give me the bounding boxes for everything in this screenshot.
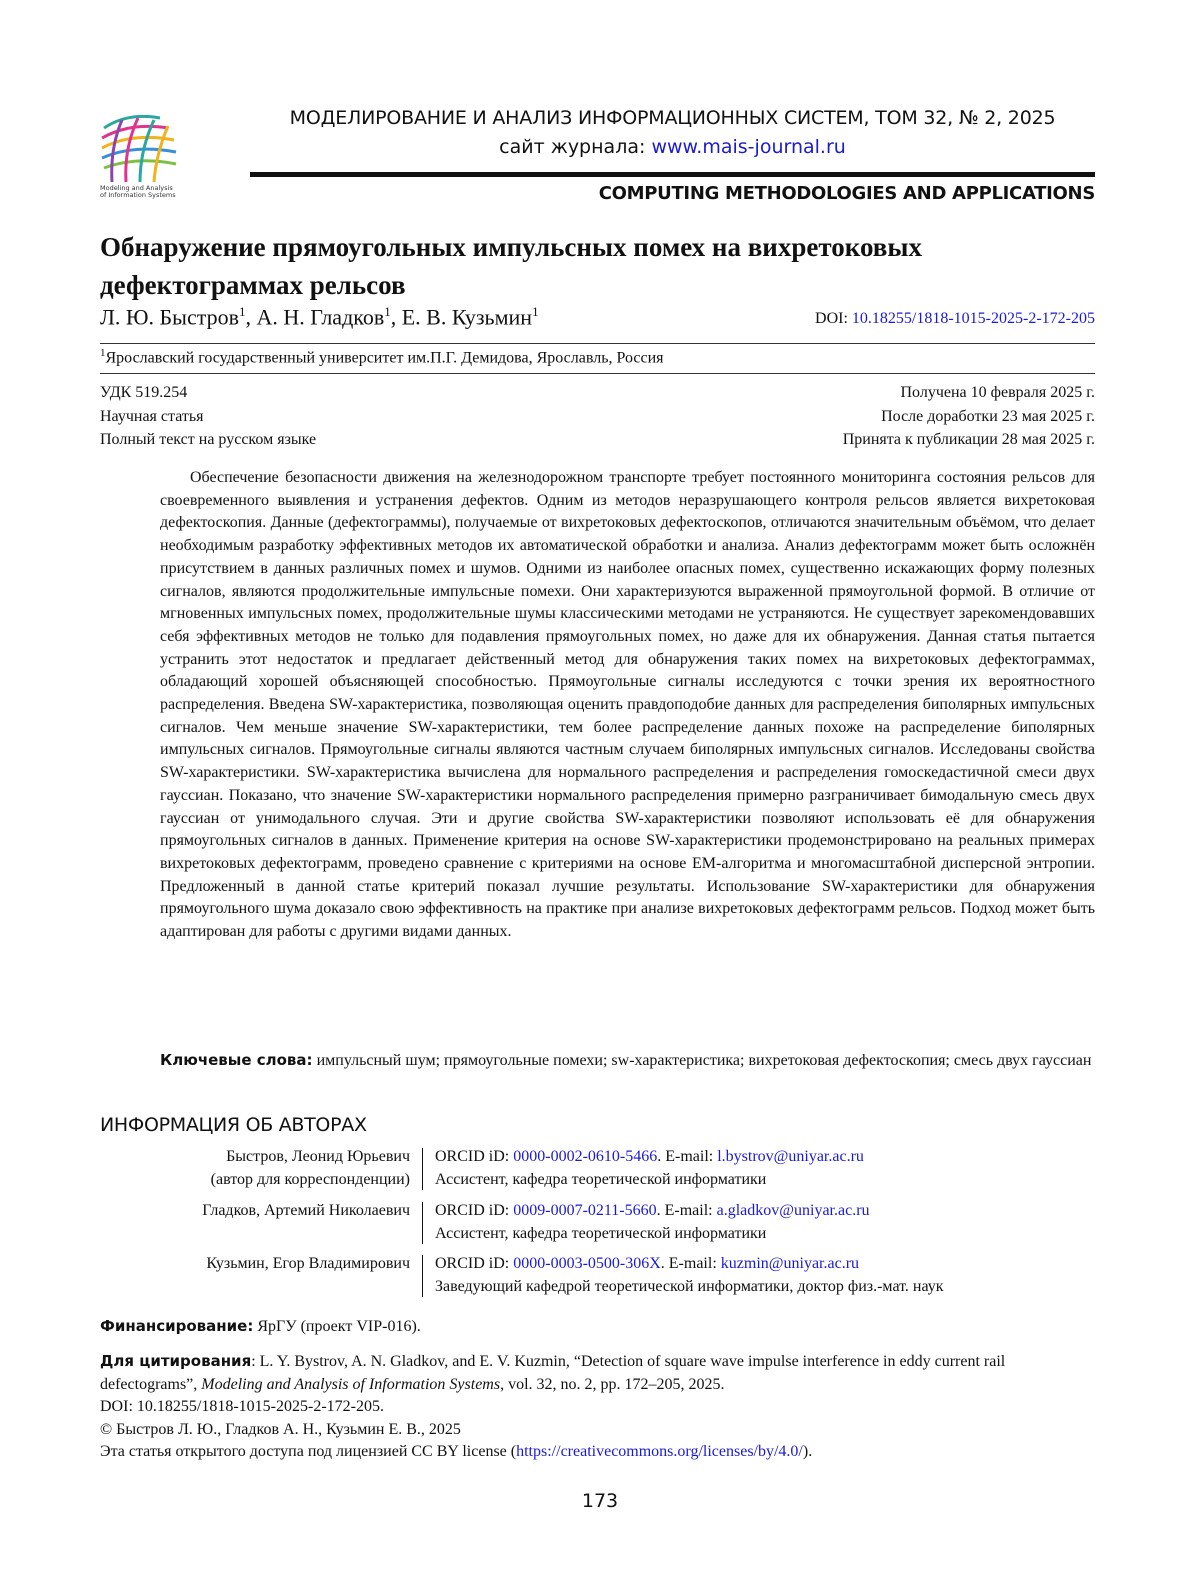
- orcid-link[interactable]: 0000-0003-0500-306X: [513, 1255, 661, 1272]
- author-name: Л. Ю. Быстров: [100, 304, 239, 330]
- doi-label: DOI:: [815, 310, 848, 327]
- article-title-line2: дефектограммах рельсов: [100, 270, 406, 300]
- section-heading: COMPUTING METHODOLOGIES AND APPLICATIONS: [598, 183, 1095, 204]
- orcid-label: ORCID iD:: [435, 1202, 510, 1219]
- orcid-link[interactable]: 0009-0007-0211-5660: [513, 1202, 657, 1219]
- author-position: Ассистент, кафедра теоретической информатики: [435, 1224, 767, 1242]
- author-info-divider: [422, 1148, 423, 1190]
- date-received: Получена 10 февраля 2025 г.: [900, 384, 1095, 401]
- author-info-divider: [422, 1255, 423, 1297]
- author-name: А. Н. Гладков: [256, 304, 385, 330]
- license-link[interactable]: https://creativecommons.org/licenses/by/4.0/: [516, 1443, 803, 1460]
- journal-title: МОДЕЛИРОВАНИЕ И АНАЛИЗ ИНФОРМАЦИОННЫХ СИСТЕМ, ТОМ 32, № 2, 2025: [289, 107, 1056, 129]
- citation-block: [100, 1350, 1095, 1464]
- copyright: © Быстров Л. Ю., Гладков А. Н., Кузьмин Е. В., 2025: [100, 1420, 461, 1438]
- logo-text-line1: Modeling and Analysis: [100, 184, 173, 192]
- email-link[interactable]: l.bystrov@uniyar.ac.ru: [717, 1148, 864, 1165]
- affiliation-text: Ярославский государственный университет им.П.Г. Демидова, Ярославль, Россия: [105, 349, 664, 367]
- author-full-name: Гладков, Артемий Николаевич: [202, 1202, 410, 1219]
- license-line: [100, 1441, 1095, 1464]
- author-info-details: ORCID iD: 0000-0002-0610-5466. E-mail: l.bystrov@uniyar.ac.ru Ассистент, кафедра теоретической информатики: [435, 1146, 1100, 1191]
- affiliation-rule-bottom: [100, 373, 1095, 374]
- author-affiliation-mark: 1: [532, 304, 539, 319]
- email-link[interactable]: kuzmin@uniyar.ac.ru: [720, 1255, 860, 1272]
- license-suffix: ).: [802, 1443, 813, 1460]
- abstract: Обеспечение безопасности движения на железнодорожном транспорте требует постоянного мониторинга состояния рельсов для своевременного выявления и устранения дефектов. Одним из методов неразрушающего контроля рельсов является вихретоковая дефектоскопия. Данные (дефектограммы), получаемые от вихретоковых дефектоскопов, отличаются значительным объёмом, что делает необходимым разработку эффективных методов их автоматической обработки и анализа. Анализ дефектограмм может быть осложнён присутствием в данных различных помех и шумов. Одними из наиболее опасных помех, существенно искажающих форму полезных сигналов, являются продолжительные импульсные помехи. Они характеризуются выраженной прямоугольной формой. В отличие от мгновенных импульсных помех, продолжительные шумы классическими методами не устраняются. Не существует зарекомендовавших себя эффективных методов не только для подавления прямоугольных помех, но даже для их обнаружения. Данная статья пытается устранить этот недостаток и предлагает действенный метод для обнаружения таких помех на вихретоковых дефектограммах, обладающий хорошей объясняющей способностью. Прямоугольные сигналы исследуются с точки зрения их вероятностного распределения. Введена SW-характеристика, позволяющая оценить правдоподобие данных для распределения биполярных импульсных сигналов. Чем меньше значение SW-характеристики, тем более распределение данных похоже на распределение биполярных импульсных сигналов. Прямоугольные сигналы являются частным случаем биполярных импульсных сигналов. Исследованы свойства SW-характеристики. SW-характеристика вычислена для нормального распределения и распределения гомоскедастичной смеси двух гауссиан. Показано, что значение SW-характеристики нормального распределения примерно разграничивает бимодальную смесь двух гауссиан от унимодального случая. Эти и другие свойства SW-характеристики позволяют использовать её для обнаружения прямоугольных сигналов в данных. Применение критерия на основе SW-характеристики продемонстрировано на реальных примерах вихретоковых дефектограмм, проведено сравнение с критериями на основе EM-алгоритма и многомасштабной дисперсной энтропии. Предложенный в данной статье критерий показал лучшие результаты. Использование SW-характеристики для обнаружения прямоугольного шума доказало свою эффективность на практике при анализе вихретоковых дефектограмм рельсов. Подход может быть адаптирован для работы с другими видами данных.: [160, 469, 1095, 941]
- journal-logo: [98, 108, 182, 203]
- logo-graphic: [98, 108, 182, 203]
- license-prefix: Эта статья открытого доступа под лицензией CC BY license (: [100, 1443, 517, 1460]
- citation-part2: , vol. 32, no. 2, pp. 172–205, 2025.: [500, 1375, 725, 1393]
- date-accepted: Принята к публикации 28 мая 2025 г.: [842, 431, 1095, 448]
- orcid-label: ORCID iD:: [435, 1255, 510, 1272]
- logo-text-line2: of Information Systems: [100, 191, 176, 199]
- doi-link[interactable]: 10.18255/1818-1015-2025-2-172-205: [851, 310, 1095, 327]
- email-label: E-mail:: [668, 1255, 717, 1272]
- article-title: [100, 228, 1100, 304]
- citation-journal: Modeling and Analysis of Information Systems: [201, 1375, 501, 1393]
- author-info-details: ORCID iD: 0000-0003-0500-306X. E-mail: kuzmin@uniyar.ac.ru Заведующий кафедрой теоретической информатики, доктор физ.-мат. наук: [435, 1253, 1100, 1298]
- citation-part1: : L. Y. Bystrov, A. N. Gladkov, and E. V. Kuzmin, “Detection of square wave impulse interference in eddy current rail defectograms”,: [100, 1353, 1006, 1393]
- citation-doi: DOI: 10.18255/1818-1015-2025-2-172-205.: [100, 1398, 384, 1415]
- citation-label: Для цитирования: [100, 1352, 252, 1370]
- orcid-label: ORCID iD:: [435, 1148, 510, 1165]
- email-link[interactable]: a.gladkov@uniyar.ac.ru: [716, 1202, 870, 1219]
- journal-site-line: [250, 136, 1095, 158]
- author-info-name: [90, 1200, 410, 1223]
- citation-text: [100, 1350, 1095, 1396]
- author-full-name: Кузьмин, Егор Владимирович: [206, 1255, 410, 1272]
- email-label: E-mail:: [664, 1202, 713, 1219]
- date-revised: После доработки 23 мая 2025 г.: [881, 407, 1095, 425]
- author-name: Е. В. Кузьмин: [401, 304, 533, 330]
- author-affiliation-mark: 1: [238, 304, 246, 319]
- doi-header: [815, 310, 1095, 328]
- author-info-name: [90, 1146, 410, 1191]
- author-list: Л. Ю. Быстров$^1$, А. Н. Гладков$^1$, Е. В. Кузьмин$^1$: [100, 304, 539, 330]
- page-number: 173: [581, 1490, 619, 1512]
- funding-label: Финансирование:: [100, 1317, 254, 1335]
- author-info-divider: [422, 1202, 423, 1244]
- udc: УДК 519.254: [100, 384, 188, 401]
- affiliation-rule-top: [100, 343, 1095, 344]
- journal-site-link[interactable]: www.mais-journal.ru: [651, 136, 846, 158]
- orcid-link[interactable]: 0000-0002-0610-5466: [513, 1148, 658, 1165]
- article-type: Научная статья: [100, 407, 204, 425]
- article-meta-left: [100, 381, 316, 452]
- keywords-text: импульсный шум; прямоугольные помехи; sw-характеристика; вихретоковая дефектоскопия; смесь двух гауссиан: [316, 1052, 1092, 1069]
- header-rule: [250, 172, 1095, 177]
- funding: [100, 1317, 421, 1336]
- affiliation-mark: 1: [100, 347, 106, 359]
- author-full-name: Быстров, Леонид Юрьевич: [226, 1148, 410, 1165]
- email-label: E-mail:: [665, 1148, 714, 1165]
- keywords: [160, 1049, 1095, 1073]
- funding-text: ЯрГУ (проект VIP-016).: [257, 1318, 421, 1335]
- author-note: (автор для корреспонденции): [210, 1170, 410, 1188]
- article-language: Полный текст на русском языке: [100, 431, 317, 448]
- keywords-label: Ключевые слова:: [160, 1051, 313, 1069]
- affiliation: [100, 347, 664, 367]
- article-title-line1: Обнаружение прямоугольных импульсных помех на вихретоковых: [100, 232, 922, 262]
- author-info-name: [90, 1253, 410, 1276]
- author-position: Ассистент, кафедра теоретической информатики: [435, 1170, 767, 1188]
- author-info-details: ORCID iD: 0009-0007-0211-5660. E-mail: a.gladkov@uniyar.ac.ru Ассистент, кафедра теоретической информатики: [435, 1200, 1100, 1245]
- authors-info-heading: ИНФОРМАЦИЯ ОБ АВТОРАХ: [100, 1114, 367, 1136]
- author-position: Заведующий кафедрой теоретической информатики, доктор физ.-мат. наук: [435, 1277, 944, 1295]
- article-dates: [843, 381, 1095, 452]
- author-affiliation-mark: 1: [384, 304, 391, 319]
- site-label: сайт журнала:: [499, 136, 646, 158]
